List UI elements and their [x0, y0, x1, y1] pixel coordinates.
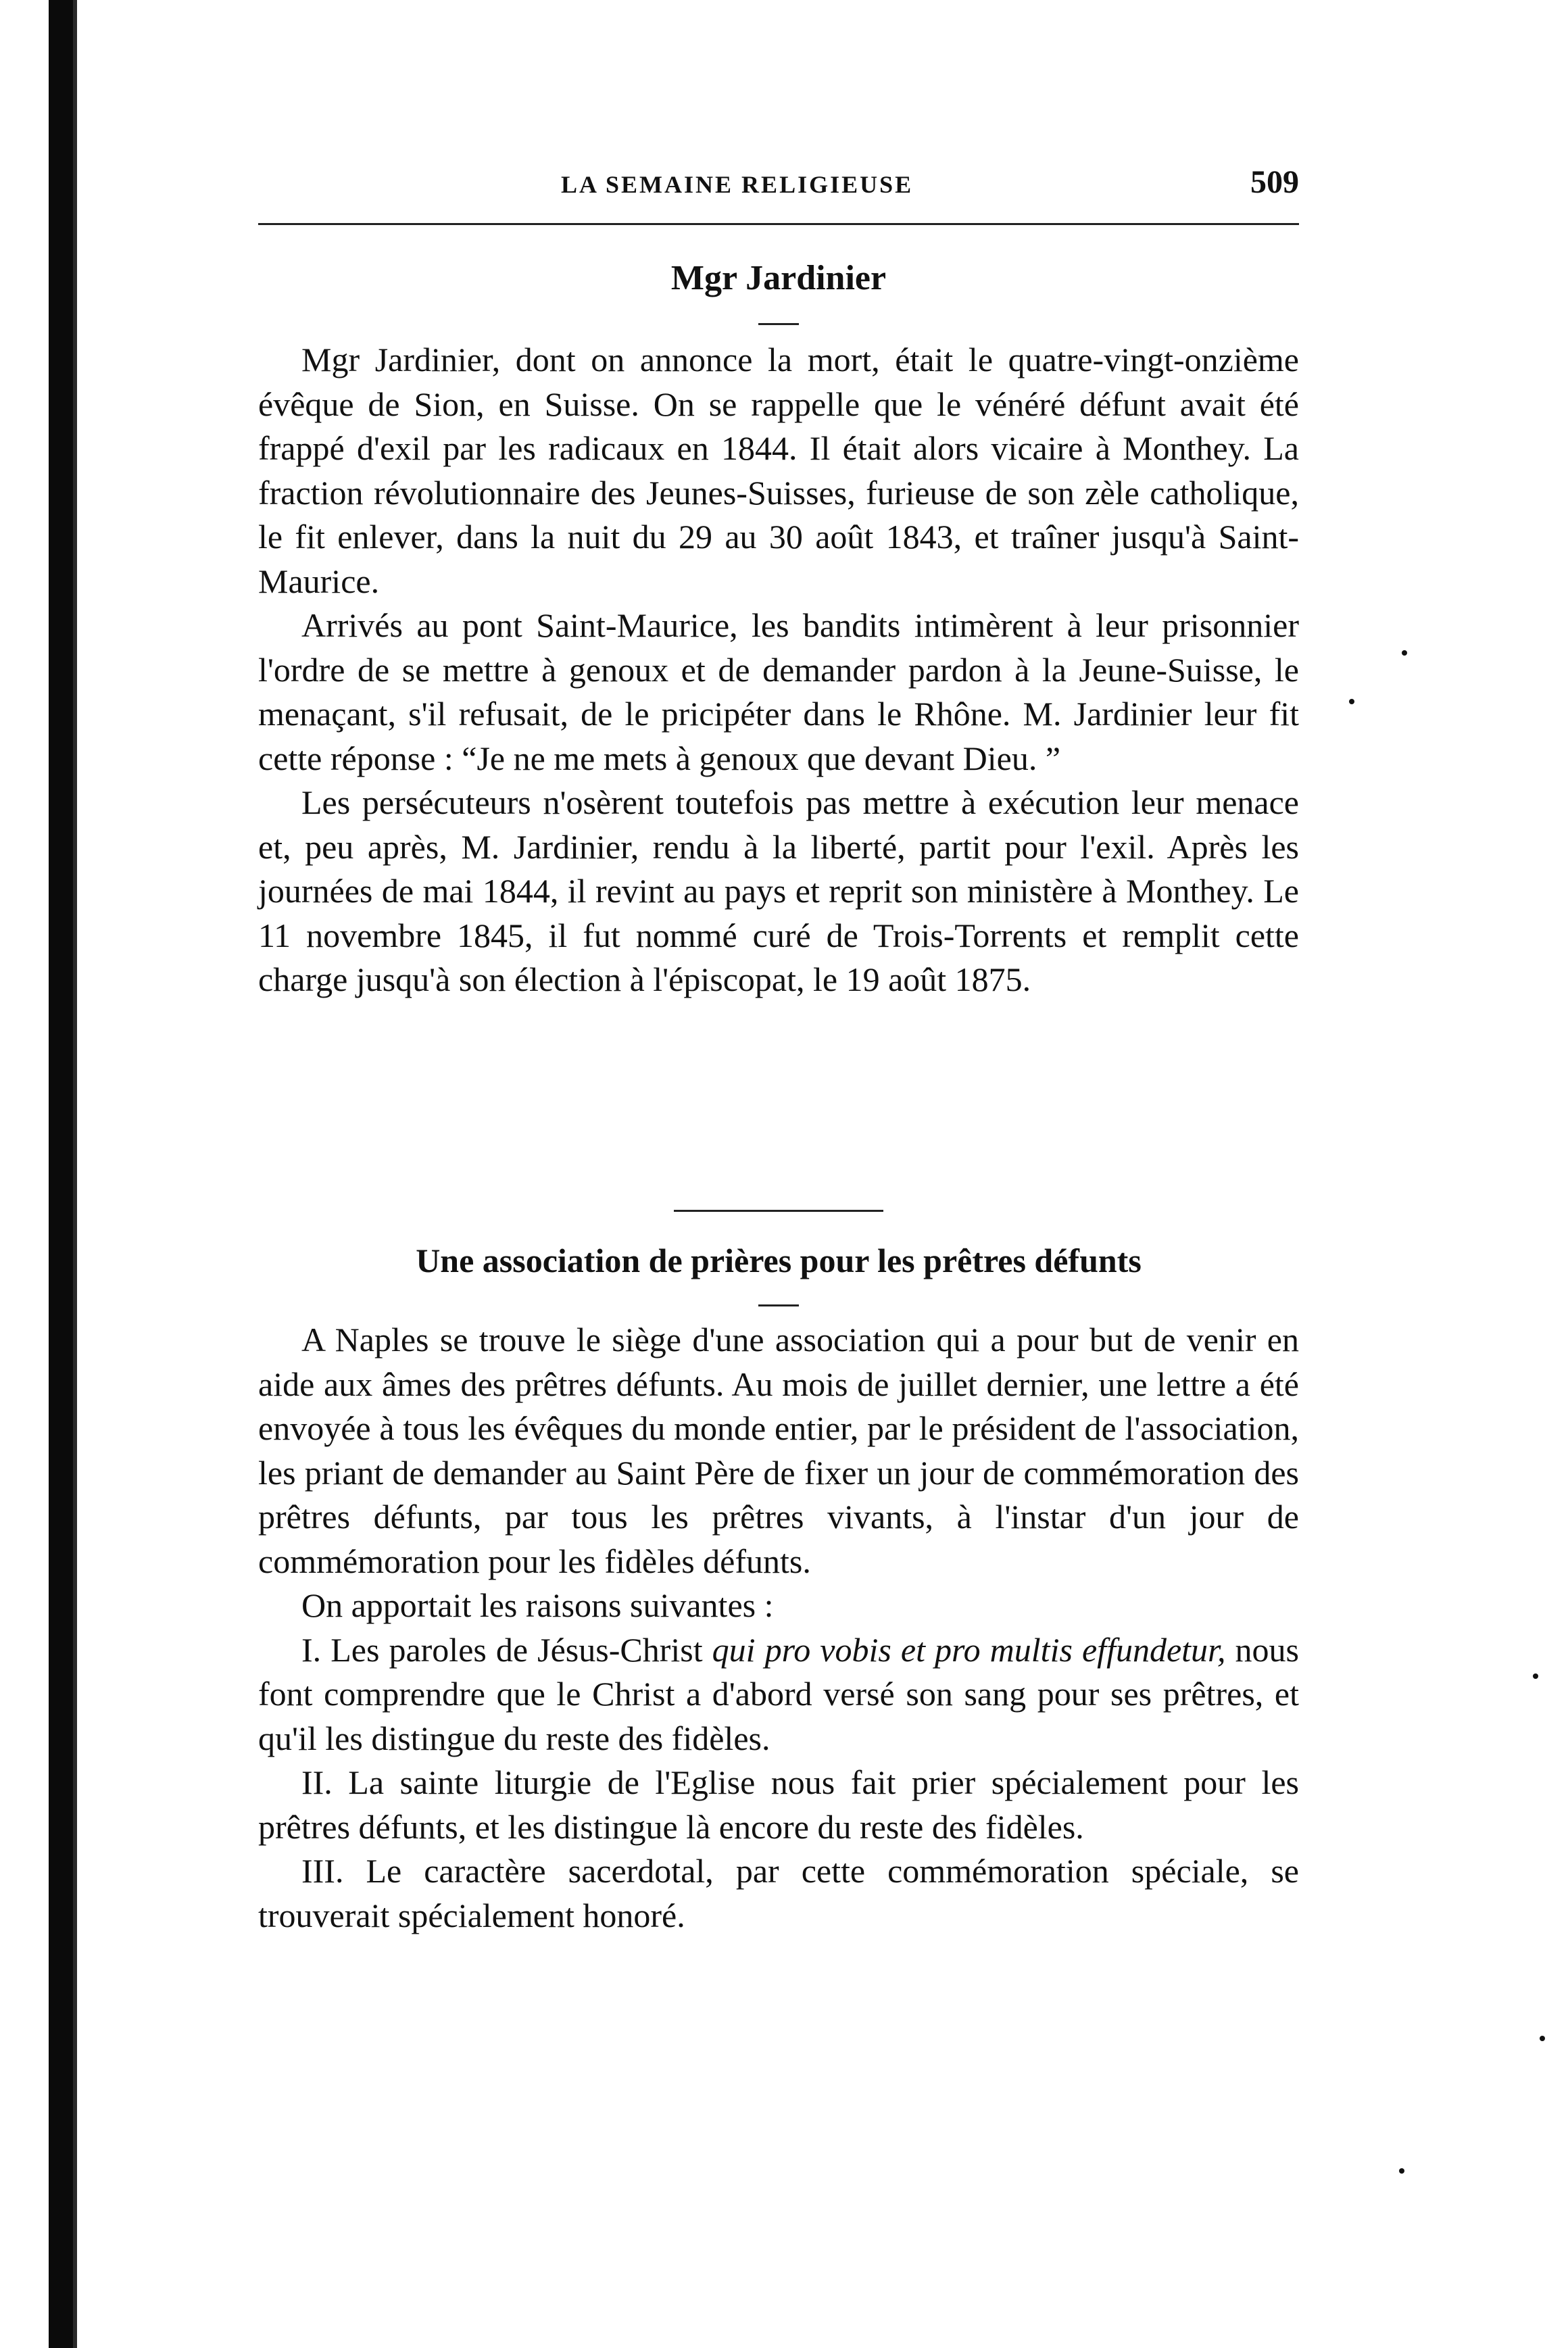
- paragraph: Arrivés au pont Saint-Maurice, les bandits intimèrent à leur prisonnier l'ordre de se mettre à genoux et de demander pardon à la Jeune-Suisse, le menaçant, s'il refusait, de le pricipéter dans le Rhône. M. Jardinier leur fit cette réponse : “Je ne me mets à genoux que devant Dieu. ”: [258, 606, 1299, 777]
- title-dash: [758, 323, 799, 325]
- article-title-association: Une association de prières pour les prêtres défunts: [416, 1242, 1142, 1279]
- scan-speck: [1402, 650, 1407, 656]
- paragraph: A Naples se trouve le siège d'une association qui a pour but de venir en aide aux âmes des prêtres défunts. Au mois de juillet dernier, une lettre a été envoyée à tous les évêques du monde entier, par le président de l'association, les priant de demander au Saint Père de fixer un jour de commémoration des prêtres défunts, par tous les prêtres vivants, à l'instar d'un jour de commémoration pour les fidèles défunts.: [258, 1321, 1299, 1580]
- header-rule: [258, 223, 1299, 225]
- article-body-jardinier: [258, 338, 1299, 1002]
- latin-quote: qui pro vobis et pro multis effundetur,: [712, 1630, 1226, 1669]
- page-binding-shadow: [73, 0, 77, 2348]
- reason-3: III. Le caractère sacerdotal, par cette commémoration spéciale, se trouverait spécialement honoré.: [258, 1852, 1299, 1934]
- document-page: [258, 0, 1299, 2348]
- running-head: [258, 164, 1299, 204]
- page-number: 509: [1250, 164, 1299, 200]
- reason-1-end: nous font comprendre que le Christ a d'abord versé son sang pour ses prêtres, et qu'il les distingue du reste des fidèles.: [258, 1630, 1299, 1757]
- page-binding-edge: [49, 0, 73, 2348]
- reason-1: [258, 1628, 1299, 1761]
- reason-2: II. La sainte liturgie de l'Eglise nous fait prier spécialement pour les prêtres défunts, et les distingue là encore du reste des fidèles.: [258, 1763, 1299, 1846]
- title-dash: [758, 1304, 799, 1306]
- article-body-association: [258, 1318, 1299, 1938]
- paragraph: Mgr Jardinier, dont on annonce la mort, était le quatre-vingt-onzième évêque de Sion, en Suisse. On se rappelle que le vénéré défunt avait été frappé d'exil par les radicaux en 1844. Il était alors vicaire à Monthey. La fraction révolutionnaire des Jeunes-Suisses, furieuse de son zèle catholique, le fit enlever, dans la nuit du 29 au 30 août 1843, et traîner jusqu'à Saint-Maurice.: [258, 341, 1299, 600]
- scan-speck: [1399, 2168, 1404, 2174]
- paragraph: Les persécuteurs n'osèrent toutefois pas mettre à exécution leur menace et, peu après, M. Jardinier, rendu à la liberté, partit pour l'exil. Après les journées de mai 1844, il revint au pays et reprit son ministère à Monthey. Le 11 novembre 1845, il fut nommé curé de Trois-Torrents et remplit cette charge jusqu'à son élection à l'épiscopat, le 19 août 1875.: [258, 783, 1299, 998]
- paragraph: On apportait les raisons suivantes :: [301, 1586, 774, 1624]
- reason-1-start: I. Les paroles de Jésus-Christ: [301, 1630, 712, 1669]
- scan-speck: [1533, 1673, 1538, 1679]
- scan-speck: [1540, 2036, 1545, 2041]
- running-title: LA SEMAINE RELIGIEUSE: [561, 171, 914, 198]
- article-separator: [674, 1210, 883, 1212]
- scan-speck: [1349, 699, 1354, 704]
- article-title-jardinier: Mgr Jardinier: [670, 259, 887, 297]
